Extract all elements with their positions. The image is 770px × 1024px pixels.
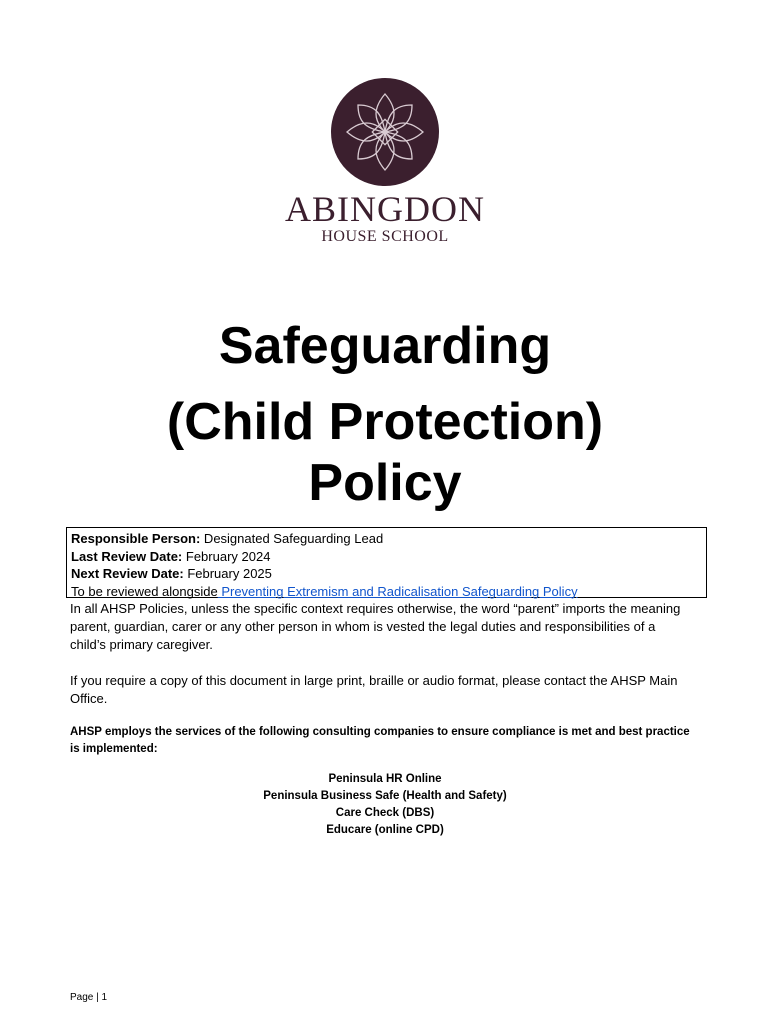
last-review-value: February 2024	[182, 548, 271, 564]
school-name: ABINGDON	[285, 189, 485, 229]
reviewed-alongside-row	[71, 583, 706, 601]
next-review-label: Next Review Date:	[71, 566, 184, 581]
companies-list	[0, 771, 770, 839]
title-line-3: Policy	[308, 454, 462, 512]
company-item: Educare (online CPD)	[326, 824, 444, 836]
company-item: Peninsula Business Safe (Health and Safety)	[263, 790, 507, 802]
title-line-2: (Child Protection)	[166, 393, 604, 451]
company-item: Care Check (DBS)	[335, 807, 435, 819]
company-item: Peninsula HR Online	[328, 773, 442, 785]
school-logo	[0, 78, 770, 186]
page-number: Page | 1	[70, 992, 108, 1003]
next-review-row	[71, 565, 706, 583]
school-subname: HOUSE SCHOOL	[321, 228, 449, 245]
responsible-value: Designated Safeguarding Lead	[200, 531, 384, 546]
last-review-label: Last Review Date:	[71, 548, 183, 564]
policy-info-box	[66, 527, 707, 598]
last-review-row	[71, 548, 706, 566]
next-review-value: February 2025	[183, 566, 272, 581]
flower-emblem-icon	[331, 78, 439, 186]
accessible-format-paragraph: If you require a copy of this document in large print, braille or audio format, please contact the AHSP Main Office.	[70, 673, 678, 706]
responsible-label: Responsible Person:	[71, 531, 201, 546]
responsible-person-row	[71, 530, 706, 548]
reviewed-text: To be reviewed alongside	[71, 583, 218, 599]
title-line-1: Safeguarding	[218, 317, 552, 375]
consulting-intro-paragraph: AHSP employs the services of the following consulting companies to ensure compliance is met and best practice is implemented:	[70, 726, 690, 755]
parent-definition-paragraph: In all AHSP Policies, unless the specific context requires otherwise, the word “parent” imports the meaning parent, guardian, carer or any other person in whom is vested the legal duties and responsibilities of a child’s primary caregiver.	[70, 601, 681, 652]
extremism-policy-link[interactable]: Preventing Extremism and Radicalisation Safeguarding Policy	[217, 583, 578, 599]
